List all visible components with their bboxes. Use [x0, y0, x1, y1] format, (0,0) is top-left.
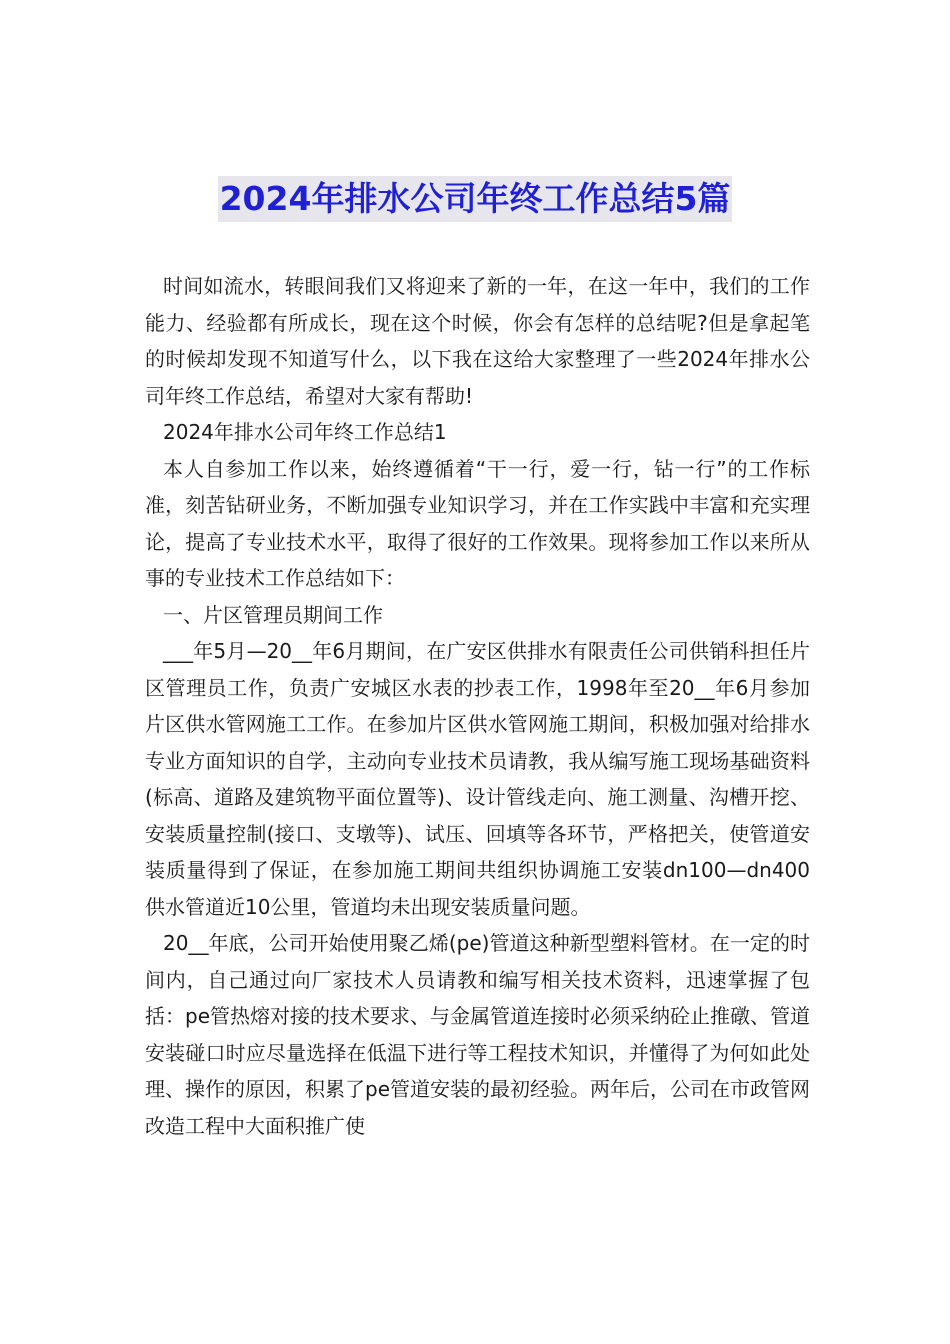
document-body — [145, 268, 810, 1144]
intro-paragraph: 时间如流水，转眼间我们又将迎来了新的一年，在这一年中，我们的工作能力、经验都有所成长，现在这个时候，你会有怎样的总结呢?但是拿起笔的时候却发现不知道写什么，以下我在这给大家整理了一些2024年排水公司年终工作总结，希望对大家有帮助! — [145, 274, 810, 408]
title-container — [0, 176, 950, 222]
section-title: 2024年排水公司年终工作总结1 — [163, 420, 447, 444]
body-paragraph-2: 20__年底，公司开始使用聚乙烯(pe)管道这种新型塑料管材。在一定的时间内，自己通过向厂家技术人员请教和编写相关技术资料，迅速掌握了包括：pe管热熔对接的技术要求、与金属管道连接时必须采纳砼止推礅、管道安装碰口时应尽量选择在低温下进行等工程技术知识，并懂得了为何如此处理、操作的原因，积累了pe管道安装的最初经验。两年后，公司在市政管网改造工程中大面积推广使 — [145, 931, 810, 1138]
body-paragraph-1: ___年5月—20__年6月期间，在广安区供排水有限责任公司供销科担任片区管理员工作，负责广安城区水表的抄表工作，1998年至20__年6月参加片区供水管网施工工作。在参加片区供水管网施工期间，积极加强对给排水专业方面知识的自学，主动向专业技术员请教，我从编写施工现场基础资料(标高、道路及建筑物平面位置等)、设计管线走向、施工测量、沟槽开挖、安装质量控制(接口、支墩等)、试压、回填等各环节，严格把关，使管道安装质量得到了保证，在参加施工期间共组织协调施工安装dn100—dn400供水管道近10公里，管道均未出现安装质量问题。 — [145, 639, 810, 919]
subsection-title: 一、片区管理员期间工作 — [163, 602, 383, 627]
section-intro-paragraph: 本人自参加工作以来，始终遵循着“干一行，爱一行，钻一行”的工作标准，刻苦钻研业务，不断加强专业知识学习，并在工作实践中丰富和充实理论，提高了专业技术水平，取得了很好的工作效果。现将参加工作以来所从事的专业技术工作总结如下： — [145, 456, 810, 590]
document-title: 2024年排水公司年终工作总结5篇 — [218, 176, 733, 222]
